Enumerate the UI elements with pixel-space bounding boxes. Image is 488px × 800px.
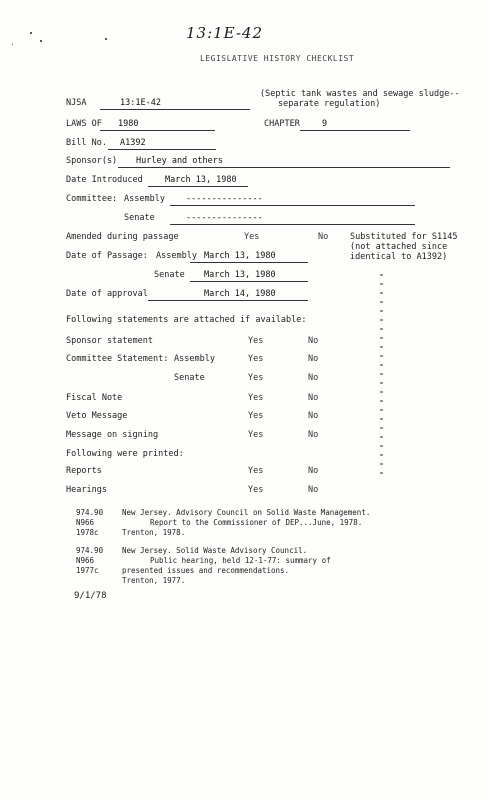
committee-assembly-label: Assembly <box>124 194 165 204</box>
committee-assembly-value: --------------- <box>186 194 263 204</box>
reference-2-line-2: Public hearing, held 12-1-77: summary of <box>150 556 331 565</box>
summary-line-2: separate regulation) <box>278 99 381 109</box>
passage-senate-value: March 13, 1980 <box>204 270 276 280</box>
message-on-signing-no: No <box>308 430 319 440</box>
sponsor-statement-yes: Yes <box>248 336 264 346</box>
amended-label: Amended during passage <box>66 232 179 242</box>
committee-statement-assembly-no: No <box>308 354 319 364</box>
date-introduced-underline <box>148 186 248 187</box>
fiscal-note-yes: Yes <box>248 393 264 403</box>
reference-2-line-1: New Jersey. Solid Waste Advisory Council. <box>122 546 308 555</box>
njsa-label: NJSA <box>66 98 87 108</box>
njsa-value: 13:1E-42 <box>120 98 161 108</box>
reference-1-line-2: Report to the Commissioner of DEP...June, 1978. <box>150 518 363 527</box>
bill-no-label: Bill No. <box>66 138 107 148</box>
attached-heading: Following statements are attached if available: <box>66 315 307 325</box>
passage-assembly-value: March 13, 1980 <box>204 251 276 261</box>
committee-statement-label: Committee Statement: <box>66 354 169 364</box>
handwritten-reference: 13:1E-42 <box>186 24 264 42</box>
scan-speck <box>12 44 13 45</box>
passage-assembly-underline <box>190 262 308 263</box>
amended-no: No <box>318 232 329 242</box>
reference-1-line-3: Trenton, 1978. <box>122 528 186 537</box>
committee-senate-value: --------------- <box>186 213 263 223</box>
reports-yes: Yes <box>248 466 264 476</box>
laws-of-underline <box>100 130 215 131</box>
reference-1-call-1: 974.90 <box>76 508 104 517</box>
date-of-approval-underline <box>148 300 308 301</box>
bill-no-underline <box>108 149 216 150</box>
date-introduced-value: March 13, 1980 <box>165 175 237 185</box>
hearings-label: Hearings <box>66 485 107 495</box>
amended-yes: Yes <box>244 232 260 242</box>
reference-2-call-3: 1977c <box>76 566 99 575</box>
bill-no-value: A1392 <box>120 138 146 148</box>
scan-speck <box>105 38 107 40</box>
reports-label: Reports <box>66 466 102 476</box>
committee-statement-senate-no: No <box>308 373 319 383</box>
committee-senate-underline <box>170 224 415 225</box>
sponsors-value: Hurley and others <box>136 156 223 166</box>
reference-1-line-1: New Jersey. Advisory Council on Solid Waste Management. <box>122 508 371 517</box>
committee-label: Committee: <box>66 194 118 204</box>
date-introduced-label: Date Introduced <box>66 175 143 185</box>
chapter-underline <box>300 130 410 131</box>
veto-message-yes: Yes <box>248 411 264 421</box>
laws-of-value: 1980 <box>118 119 139 129</box>
committee-statement-senate-label: Senate <box>174 373 205 383</box>
scan-speck <box>30 32 32 34</box>
committee-statement-senate-yes: Yes <box>248 373 264 383</box>
substituted-line-3: identical to A1392) <box>350 252 448 262</box>
hearings-no: No <box>308 485 319 495</box>
substituted-line-1: Substituted for S1145 <box>350 232 458 242</box>
reference-1-call-2: N966 <box>76 518 95 527</box>
hearings-yes: Yes <box>248 485 264 495</box>
fiscal-note-no: No <box>308 393 319 403</box>
reference-1-call-3: 1978c <box>76 528 99 537</box>
fiscal-note-label: Fiscal Note <box>66 393 123 403</box>
footer-mark: 9/1/78 <box>74 591 107 601</box>
passage-senate-label: Senate <box>154 270 185 280</box>
committee-statement-assembly-yes: Yes <box>248 354 264 364</box>
veto-message-no: No <box>308 411 319 421</box>
date-of-passage-label: Date of Passage: <box>66 251 148 261</box>
committee-statement-assembly-label: Assembly <box>174 354 215 364</box>
date-of-approval-value: March 14, 1980 <box>204 289 276 299</box>
substituted-line-2: (not attached since <box>350 242 448 252</box>
printed-heading: Following were printed: <box>66 449 184 459</box>
reference-2-call-2: N966 <box>76 556 95 565</box>
veto-message-label: Veto Message <box>66 411 128 421</box>
reference-2-call-1: 974.90 <box>76 546 104 555</box>
passage-assembly-label: Assembly <box>156 251 197 261</box>
scan-speck <box>40 40 42 42</box>
summary-line-1: (Septic tank wastes and sewage sludge-- <box>260 89 460 99</box>
sponsor-statement-no: No <box>308 336 319 346</box>
chapter-value: 9 <box>322 119 328 129</box>
reports-no: No <box>308 466 319 476</box>
committee-senate-label: Senate <box>124 213 155 223</box>
sponsor-statement-label: Sponsor statement <box>66 336 153 346</box>
njsa-underline <box>100 109 250 110</box>
sponsors-underline <box>118 167 450 168</box>
committee-assembly-underline <box>170 205 415 206</box>
laws-of-label: LAWS OF <box>66 119 102 129</box>
sponsors-label: Sponsor(s) <box>66 156 118 166</box>
page-title: LEGISLATIVE HISTORY CHECKLIST <box>200 54 355 63</box>
scan-artifact <box>380 274 383 474</box>
chapter-label: CHAPTER <box>264 119 300 129</box>
message-on-signing-yes: Yes <box>248 430 264 440</box>
message-on-signing-label: Message on signing <box>66 430 159 440</box>
reference-2-line-3: presented issues and recommendations. <box>122 566 290 575</box>
reference-2-line-4: Trenton, 1977. <box>122 576 186 585</box>
date-of-approval-label: Date of approval <box>66 289 148 299</box>
passage-senate-underline <box>190 281 308 282</box>
